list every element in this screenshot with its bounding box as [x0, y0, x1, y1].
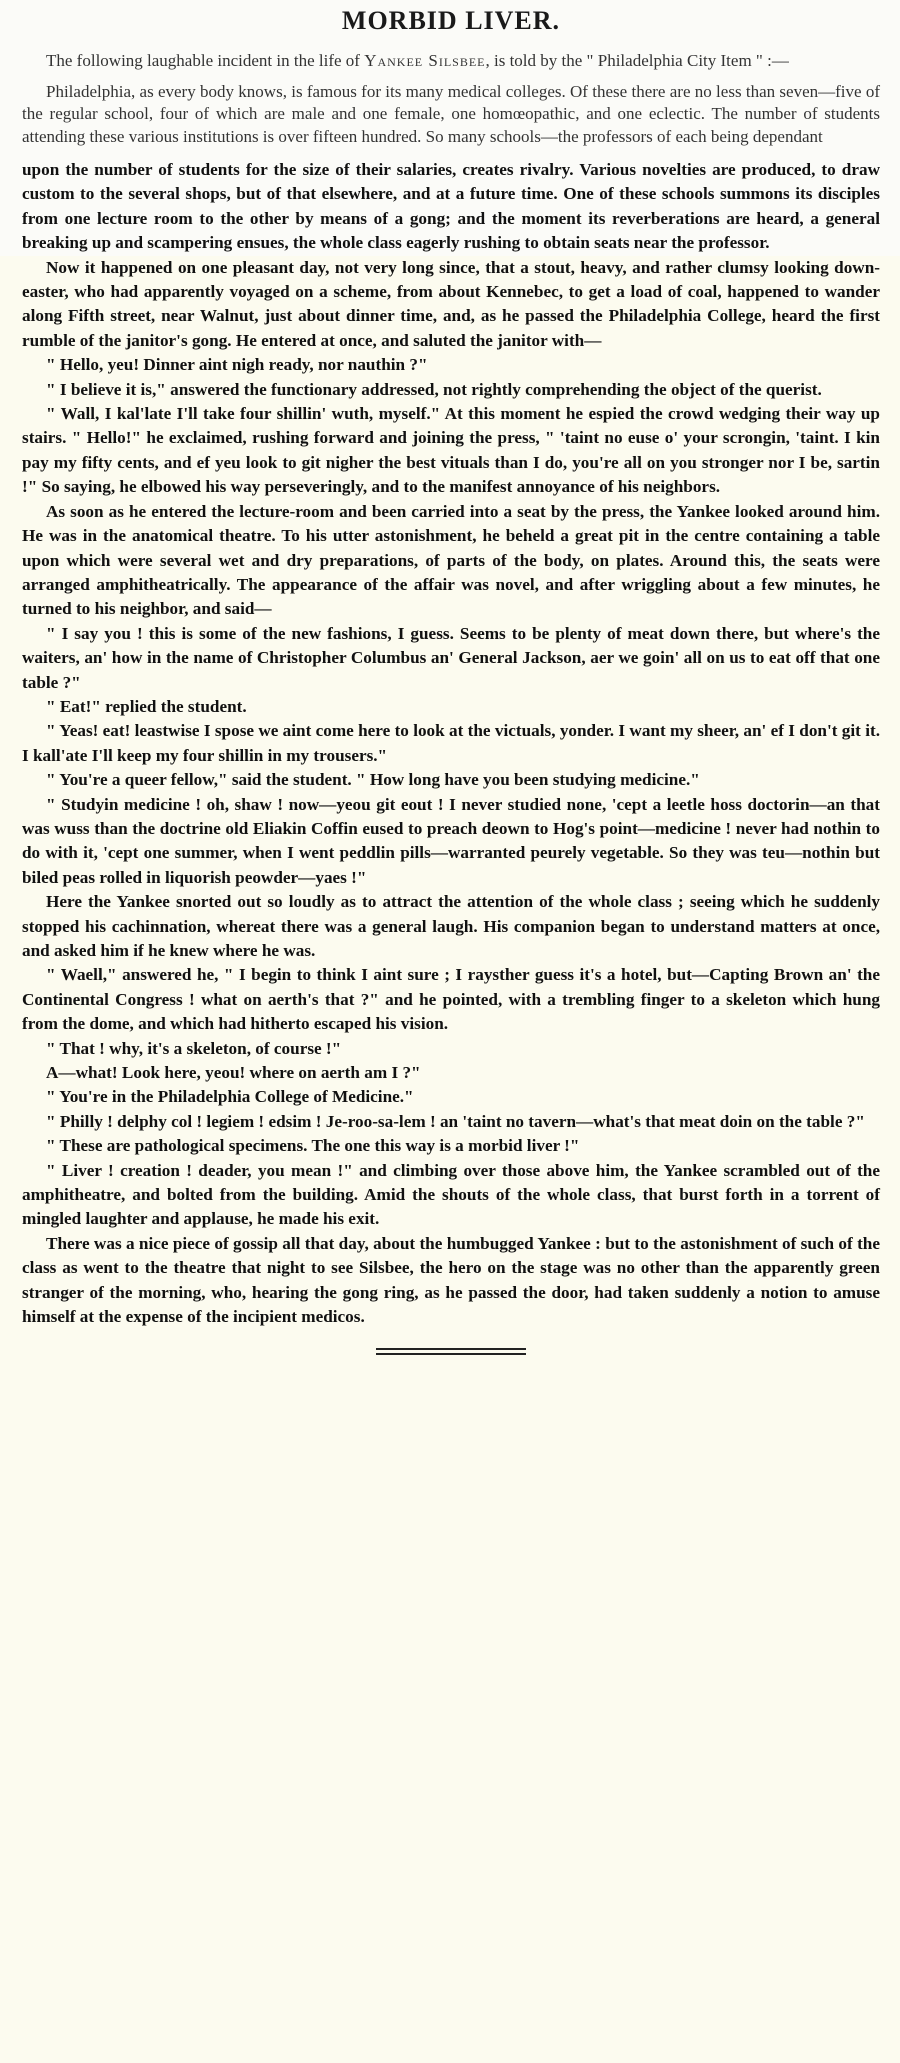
body-paragraph: " Eat!" replied the student.	[46, 696, 247, 716]
body-paragraph: A—what! Look here, yeou! where on aerth am I ?"	[46, 1063, 421, 1083]
body-paragraph: " These are pathological specimens. The one this way is a morbid liver !"	[46, 1136, 580, 1156]
end-rule	[376, 1348, 526, 1355]
intro-lead-name: Yankee Silsbee	[364, 51, 486, 70]
body-paragraph: As soon as he entered the lecture-room and been carried into a seat by the press, the Yankee looked around him. He was in the anatomical theatre. To his utter astonishment, he beheld a great pit in the centre containing a table upon which were several wet and dry preparations, of parts of the body, on plates. Around this, the seats were arranged amphitheatrically. The appearance of the affair was novel, and after wriggling about a few minutes, he turned to his neighbor, and said—	[22, 501, 880, 619]
body-paragraph: " I believe it is," answered the functionary addressed, not rightly comprehending the object of the querist.	[46, 379, 822, 399]
intro-paragraph: Philadelphia, as every body knows, is famous for its many medical colleges. Of these there are no less than seven—five of the regular school, four of which are male and one female, one homœopathic, and one eclectic. The number of students attending these various institutions is over fifteen hundred. So many schools—the professors of each being dependant	[22, 81, 880, 146]
body-paragraph: " I say you ! this is some of the new fashions, I guess. Seems to be plenty of meat down there, but where's the waiters, an' how in the name of Christopher Columbus an' General Jackson, aer we goin' all on us to eat off that one table ?"	[22, 623, 880, 692]
headline: MORBID LIVER.	[341, 6, 561, 35]
body-paragraph: " Philly ! delphy col ! legiem ! edsim ! Je-roo-sa-lem ! an 'taint no tavern—what's that meat doin on the table ?"	[46, 1111, 865, 1131]
body-paragraph: " Waell," answered he, " I begin to think I aint sure ; I raysther guess it's a hotel, but—Capting Brown an' the Continental Congress ! what on aerth's that ?" and he pointed, with a trembling finger to a skeleton which hung from the dome, and which had hitherto escaped his vision.	[22, 965, 880, 1034]
body-paragraph: " Yeas! eat! leastwise I spose we aint come here to look at the victuals, yonder. I want my sheer, an' ef I don't git it. I kall'ate I'll keep my four shillin in my trousers."	[22, 721, 880, 765]
body-paragraph: " You're in the Philadelphia College of Medicine."	[46, 1087, 414, 1107]
body-paragraph: " You're a queer fellow," said the student. " How long have you been studying medicine."	[46, 770, 700, 790]
article-body	[22, 158, 880, 1330]
body-paragraph: Now it happened on one pleasant day, not very long since, that a stout, heavy, and rather clumsy looking down-easter, who had apparently voyaged on a scheme, from about Kennebec, to get a load of coal, happened to wander along Fifth street, near Walnut, just about dinner time, and, as he passed the Philadelphia College, heard the first rumble of the janitor's gong. He entered at once, and saluted the janitor with—	[22, 257, 880, 350]
body-paragraph: Here the Yankee snorted out so loudly as to attract the attention of the whole class ; seeing which he suddenly stopped his cachinnation, whereat there was a general laugh. His companion began to understand matters at once, and asked him if he knew where he was.	[22, 892, 880, 960]
body-paragraph: " Studyin medicine ! oh, shaw ! now—yeou git eout ! I never studied none, 'cept a leetle hoss doctorin—an that was wuss than the doctrine old Eliakin Coffin eused to preach deown to Hog's point—medicine ! never had nothin to do with it, 'cept one summer, when I went peddlin pills—warranted peurely vegetable. So they was teu—nothin but biled peas rolled in liquorish peowder—yaes !"	[22, 794, 880, 887]
intro-lead	[22, 50, 880, 73]
body-paragraph: " Hello, yeu! Dinner aint nigh ready, nor nauthin ?"	[46, 355, 428, 375]
body-paragraph: upon the number of students for the size of their salaries, creates rivalry. Various novelties are produced, to draw custom to the several shops, but of that elsewhere, and at a future time. One of these schools summons its disciples from one lecture room to the other by means of a gong; and the moment its reverberations are heard, a general breaking up and scampering ensues, the whole class eagerly rushing to obtain seats near the professor.	[22, 160, 880, 253]
intro-lead-prefix: The following laughable incident in the life of	[46, 51, 365, 70]
body-paragraph: " Wall, I kal'late I'll take four shillin' wuth, myself." At this moment he espied the crowd wedging their way up stairs. " Hello!" he exclaimed, rushing forward and joining the press, " 'taint no euse o' your scrongin, 'taint. I kin pay my fifty cents, and ef yeu look to git nigher the best vituals than I do, you're all on you stronger nor I be, sartin !" So saying, he elbowed his way perseveringly, and to the manifest annoyance of his neighbors.	[22, 404, 880, 497]
body-paragraph: " Liver ! creation ! deader, you mean !" and climbing over those above him, the Yankee scrambled out of the amphitheatre, and bolted from the building. Amid the shouts of the whole class, that burst forth in a torrent of mingled laughter and applause, he made his exit.	[22, 1160, 880, 1229]
article-intro	[22, 50, 880, 148]
article	[22, 6, 880, 1355]
body-paragraph: " That ! why, it's a skeleton, of course !"	[46, 1038, 342, 1058]
body-paragraph: There was a nice piece of gossip all that day, about the humbugged Yankee : but to the astonishment of such of the class as went to the theatre that night to see Silsbee, the hero on the stage was no other than the apparently green stranger of the morning, who, hearing the gong ring, as he passed the door, had taken suddenly a notion to amuse himself at the expense of the incipient medicos.	[22, 1233, 880, 1327]
intro-lead-suffix: , is told by the " Philadelphia City Item " :—	[485, 51, 789, 70]
